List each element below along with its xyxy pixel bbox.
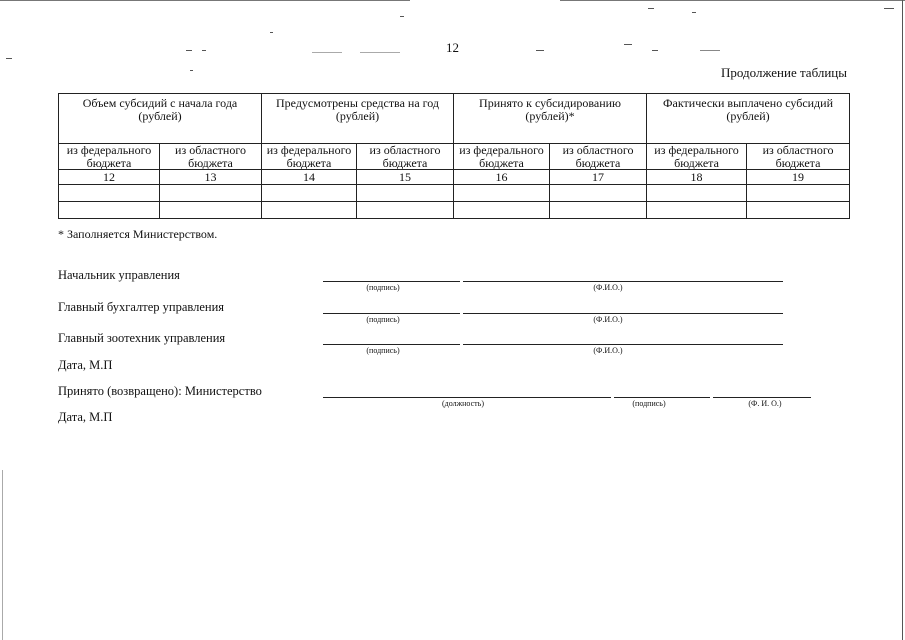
subheader-federal: из федерального бюджета xyxy=(454,144,550,170)
column-number: 17 xyxy=(550,170,647,185)
scan-artifact xyxy=(648,8,654,9)
table-cell[interactable] xyxy=(454,202,550,219)
scan-edge-line xyxy=(902,0,903,640)
page-number: 12 xyxy=(446,40,459,55)
subheader-regional: из областного бюджета xyxy=(160,144,262,170)
table-cell[interactable] xyxy=(747,202,850,219)
date-stamp-label: Дата, М.П xyxy=(58,410,113,424)
name-hint: (Ф. И. О.) xyxy=(748,399,782,408)
name-line[interactable] xyxy=(463,344,783,345)
table-cell[interactable] xyxy=(59,185,160,202)
name-line[interactable] xyxy=(713,397,811,398)
table-cell[interactable] xyxy=(647,202,747,219)
subheader-federal: из федерального бюджета xyxy=(59,144,160,170)
table-row xyxy=(59,202,850,219)
scan-artifact xyxy=(560,0,905,1)
date-stamp-label: Дата, М.П xyxy=(58,358,113,372)
scan-edge-line xyxy=(2,470,3,640)
subheader-federal: из федерального бюджета xyxy=(647,144,747,170)
table-cell[interactable] xyxy=(747,185,850,202)
position-hint: (должность) xyxy=(442,399,484,408)
name-line[interactable] xyxy=(463,313,783,314)
scan-artifact xyxy=(0,0,410,1)
table-row xyxy=(59,185,850,202)
signature-hint: (подпись) xyxy=(632,399,666,408)
signature-hint: (подпись) xyxy=(366,283,400,292)
column-number: 15 xyxy=(357,170,454,185)
header-actually-paid: Фактически выплачено субсидий (рублей) xyxy=(647,94,850,144)
name-hint: (Ф.И.О.) xyxy=(593,283,623,292)
table-continuation-label: Продолжение таблицы xyxy=(721,65,847,80)
subheader-federal: из федерального бюджета xyxy=(262,144,357,170)
chief-accountant-label: Главный бухгалтер управления xyxy=(58,300,225,314)
table-cell[interactable] xyxy=(357,185,454,202)
header-planned-funds: Предусмотрены средства на год (рублей) xyxy=(262,94,454,144)
signature-hint: (подпись) xyxy=(366,315,400,324)
scan-artifact xyxy=(6,58,12,59)
footnote: * Заполняется Министерством. xyxy=(58,227,218,241)
table-cell[interactable] xyxy=(550,202,647,219)
signature-line[interactable] xyxy=(323,313,460,314)
subsidy-table xyxy=(58,93,850,219)
table-cell[interactable] xyxy=(262,185,357,202)
column-number: 18 xyxy=(647,170,747,185)
scan-artifact xyxy=(270,32,273,33)
column-number: 14 xyxy=(262,170,357,185)
column-number: 12 xyxy=(59,170,160,185)
head-of-department-label: Начальник управления xyxy=(58,268,180,282)
name-hint: (Ф.И.О.) xyxy=(593,346,623,355)
table-cell[interactable] xyxy=(647,185,747,202)
table-cell[interactable] xyxy=(160,185,262,202)
scan-artifact xyxy=(190,70,193,71)
scan-artifact xyxy=(884,8,894,9)
table-cell[interactable] xyxy=(357,202,454,219)
name-hint: (Ф.И.О.) xyxy=(593,315,623,324)
accepted-returned-label: Принято (возвращено): Министерство xyxy=(58,384,262,398)
column-number: 13 xyxy=(160,170,262,185)
column-number: 16 xyxy=(454,170,550,185)
signature-hint: (подпись) xyxy=(366,346,400,355)
subheader-regional: из областного бюджета xyxy=(357,144,454,170)
subheader-regional: из областного бюджета xyxy=(747,144,850,170)
column-number: 19 xyxy=(747,170,850,185)
subheader-regional: из областного бюджета xyxy=(550,144,647,170)
scan-artifact xyxy=(400,16,404,17)
header-accepted-for-subsidy: Принято к субсидированию (рублей)* xyxy=(454,94,647,144)
table-cell[interactable] xyxy=(454,185,550,202)
table-cell[interactable] xyxy=(59,202,160,219)
signature-line[interactable] xyxy=(323,344,460,345)
table-cell[interactable] xyxy=(550,185,647,202)
name-line[interactable] xyxy=(463,281,783,282)
table-cell[interactable] xyxy=(262,202,357,219)
position-line[interactable] xyxy=(323,397,611,398)
scan-artifact xyxy=(692,12,696,13)
table-cell[interactable] xyxy=(160,202,262,219)
header-subsidies-volume: Объем субсидий с начала года (рублей) xyxy=(59,94,262,144)
signature-line[interactable] xyxy=(323,281,460,282)
signature-line[interactable] xyxy=(614,397,710,398)
chief-zootechnician-label: Главный зоотехник управления xyxy=(58,331,226,345)
